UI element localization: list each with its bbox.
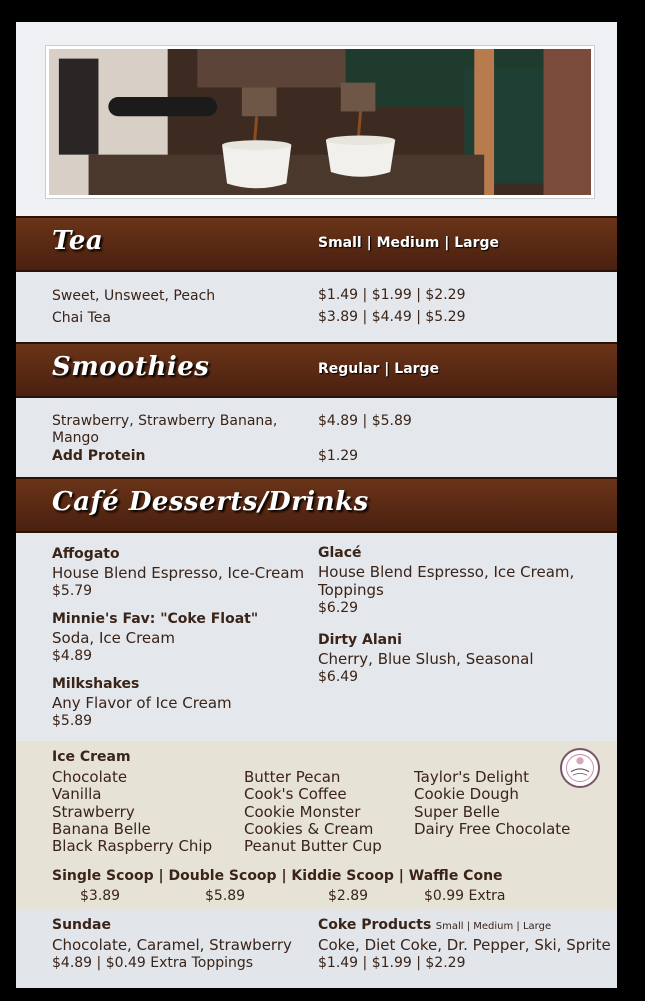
dessert-item-price: $5.89: [52, 713, 93, 729]
taylor-belle-logo-icon: [560, 748, 600, 788]
flavor-item: Butter Pecan: [244, 768, 341, 786]
dessert-item-desc: House Blend Espresso, Ice Cream,: [318, 563, 575, 581]
flavor-item: Vanilla: [52, 785, 102, 803]
smoothies-title: Smoothies: [52, 352, 210, 382]
flavor-item: Chocolate: [52, 768, 128, 786]
coke-price: $1.49 | $1.99 | $2.29: [318, 955, 466, 971]
tea-item-price: $3.89 | $4.49 | $5.29: [318, 309, 466, 325]
dessert-item-name: Milkshakes: [52, 676, 140, 692]
flavor-item: Taylor's Delight: [414, 768, 529, 786]
tea-sizes: Small | Medium | Large: [318, 235, 500, 251]
tea-item-price: $1.49 | $1.99 | $2.29: [318, 287, 466, 303]
smoothies-section: [16, 398, 617, 478]
dessert-item-price: $6.49: [318, 669, 359, 685]
tea-header-band: [16, 216, 617, 272]
coke-header: [318, 917, 551, 935]
sundae-title: Sundae: [52, 917, 111, 933]
smoothies-sizes: Regular | Large: [318, 361, 440, 377]
coke-desc: Coke, Diet Coke, Dr. Pepper, Ski, Sprite: [318, 936, 611, 954]
desserts-header-band: [16, 477, 617, 533]
desserts-section: [16, 533, 617, 741]
tea-item-name: Chai Tea: [52, 310, 111, 326]
dessert-item-desc-cont: Toppings: [318, 581, 384, 599]
flavor-item: Black Raspberry Chip: [52, 837, 213, 855]
dessert-item-desc: Cherry, Blue Slush, Seasonal: [318, 650, 534, 668]
flavor-item: Peanut Butter Cup: [244, 837, 382, 855]
flavor-item: Cookie Monster: [244, 803, 361, 821]
tea-section: [16, 272, 617, 344]
espresso-machine-photo: [46, 46, 594, 198]
sundae-desc: Chocolate, Caramel, Strawberry: [52, 936, 292, 954]
dessert-item-name: Dirty Alani: [318, 632, 402, 648]
dessert-item-name: Glacé: [318, 545, 362, 561]
flavor-item: Cookie Dough: [414, 785, 519, 803]
ice-cream-title: Ice Cream: [52, 749, 131, 765]
dessert-item-price: $5.79: [52, 583, 93, 599]
scoop-price: $3.89: [80, 888, 121, 904]
flavor-item: Cookies & Cream: [244, 820, 374, 838]
smoothie-addon-name: Add Protein: [52, 448, 146, 464]
flavor-item: Dairy Free Chocolate: [414, 820, 571, 838]
smoothie-item-name-cont: Mango: [52, 430, 99, 446]
tea-item-name: Sweet, Unsweet, Peach: [52, 288, 216, 304]
smoothie-item-name: Strawberry, Strawberry Banana,: [52, 413, 278, 429]
dessert-item-price: $6.29: [318, 600, 359, 616]
dessert-item-name: Minnie's Fav: "Coke Float": [52, 611, 259, 627]
dessert-item-desc: Any Flavor of Ice Cream: [52, 694, 232, 712]
smoothie-addon-price: $1.29: [318, 448, 359, 464]
flavor-item: Banana Belle: [52, 820, 151, 838]
dessert-item-price: $4.89: [52, 648, 93, 664]
scoop-price: $5.89: [205, 888, 246, 904]
sundae-coke-section: [16, 909, 617, 988]
scoop-price: $2.89: [328, 888, 369, 904]
coke-sizes: Small | Medium | Large: [435, 921, 552, 932]
coke-title: Coke Products: [318, 917, 432, 933]
scoop-price: $0.99 Extra: [424, 888, 506, 904]
dessert-item-desc: House Blend Espresso, Ice-Cream: [52, 564, 305, 582]
smoothies-header-band: [16, 342, 617, 398]
flavor-item: Cook's Coffee: [244, 785, 347, 803]
sundae-price: $4.89 | $0.49 Extra Toppings: [52, 955, 254, 971]
flavor-item: Strawberry: [52, 803, 135, 821]
menu-board: [16, 22, 617, 988]
flavor-item: Super Belle: [414, 803, 500, 821]
scoop-sizes: Single Scoop | Double Scoop | Kiddie Scoop | Waffle Cone: [52, 868, 503, 884]
tea-title: Tea: [52, 226, 104, 256]
ice-cream-section: [16, 741, 617, 909]
smoothie-item-price: $4.89 | $5.89: [318, 413, 412, 429]
desserts-title: Café Desserts/Drinks: [52, 487, 369, 517]
dessert-item-desc: Soda, Ice Cream: [52, 629, 175, 647]
dessert-item-name: Affogato: [52, 546, 120, 562]
